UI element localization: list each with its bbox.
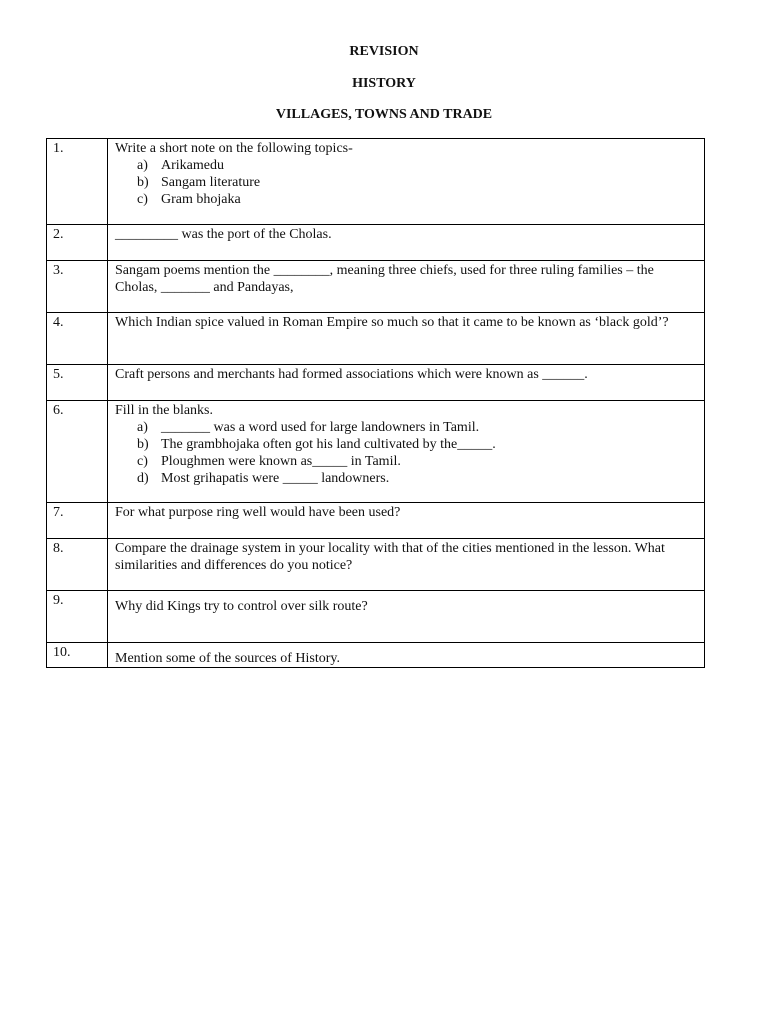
question-text: Mention some of the sources of History. (115, 651, 340, 666)
list-item (137, 436, 696, 453)
list-item-text: Arikamedu (161, 158, 224, 173)
question-cell (108, 139, 705, 225)
question-number: 3. (47, 261, 108, 313)
table-row (47, 591, 705, 643)
question-number: 7. (47, 503, 108, 539)
heading-revision: REVISION (349, 44, 419, 59)
sub-item-list (115, 419, 696, 487)
question-number: 8. (47, 539, 108, 591)
list-item (137, 419, 696, 436)
list-marker: c) (137, 454, 148, 469)
list-marker: c) (137, 192, 148, 207)
sub-item-list (115, 157, 696, 208)
table-row (47, 365, 705, 401)
question-text: Craft persons and merchants had formed associations which were known as ______. (108, 365, 705, 401)
list-item-text: Most grihapatis were _____ landowners. (161, 471, 390, 486)
list-marker: a) (137, 158, 148, 173)
table-row (47, 401, 705, 503)
question-cell (108, 591, 705, 643)
question-number: 9. (47, 591, 108, 643)
table-row (47, 643, 705, 668)
list-marker: a) (137, 420, 148, 435)
list-item-text: The grambhojaka often got his land cultivated by the_____. (161, 437, 496, 452)
table-row (47, 225, 705, 261)
question-text: For what purpose ring well would have been used? (108, 503, 705, 539)
table-row (47, 261, 705, 313)
table-row (47, 139, 705, 225)
question-text: Fill in the blanks. (115, 403, 213, 418)
question-number: 5. (47, 365, 108, 401)
question-number: 2. (47, 225, 108, 261)
list-item-text: _______ was a word used for large landowners in Tamil. (161, 420, 480, 435)
table-row (47, 503, 705, 539)
table-row (47, 539, 705, 591)
heading-chapter: VILLAGES, TOWNS AND TRADE (275, 107, 493, 122)
question-number: 6. (47, 401, 108, 503)
list-item-text: Gram bhojaka (161, 192, 241, 207)
list-marker: b) (137, 175, 149, 190)
list-item-text: Sangam literature (161, 175, 261, 190)
question-number: 1. (47, 139, 108, 225)
question-text: _________ was the port of the Cholas. (108, 225, 705, 261)
list-item (137, 453, 696, 470)
question-number: 10. (47, 643, 108, 668)
question-text: Sangam poems mention the ________, meaning three chiefs, used for three ruling families – the Cholas, _______ and Pandayas, (108, 261, 705, 313)
table-row (47, 313, 705, 365)
question-text: Why did Kings try to control over silk route? (115, 599, 368, 614)
question-text: Compare the drainage system in your locality with that of the cities mentioned in the lesson. What similarities and differences do you notice? (108, 539, 705, 591)
list-item-text: Ploughmen were known as_____ in Tamil. (161, 454, 401, 469)
list-marker: d) (137, 471, 149, 486)
list-item (137, 157, 696, 174)
list-item (137, 470, 696, 487)
question-number: 4. (47, 313, 108, 365)
heading-subject: HISTORY (352, 76, 416, 91)
list-item (137, 174, 696, 191)
question-cell (108, 401, 705, 503)
question-text: Write a short note on the following topics- (115, 141, 353, 156)
question-text: Which Indian spice valued in Roman Empire so much so that it came to be known as ‘black gold’? (108, 313, 705, 365)
question-cell (108, 643, 705, 668)
questions-table (46, 138, 705, 668)
list-item (137, 191, 696, 208)
list-marker: b) (137, 437, 149, 452)
